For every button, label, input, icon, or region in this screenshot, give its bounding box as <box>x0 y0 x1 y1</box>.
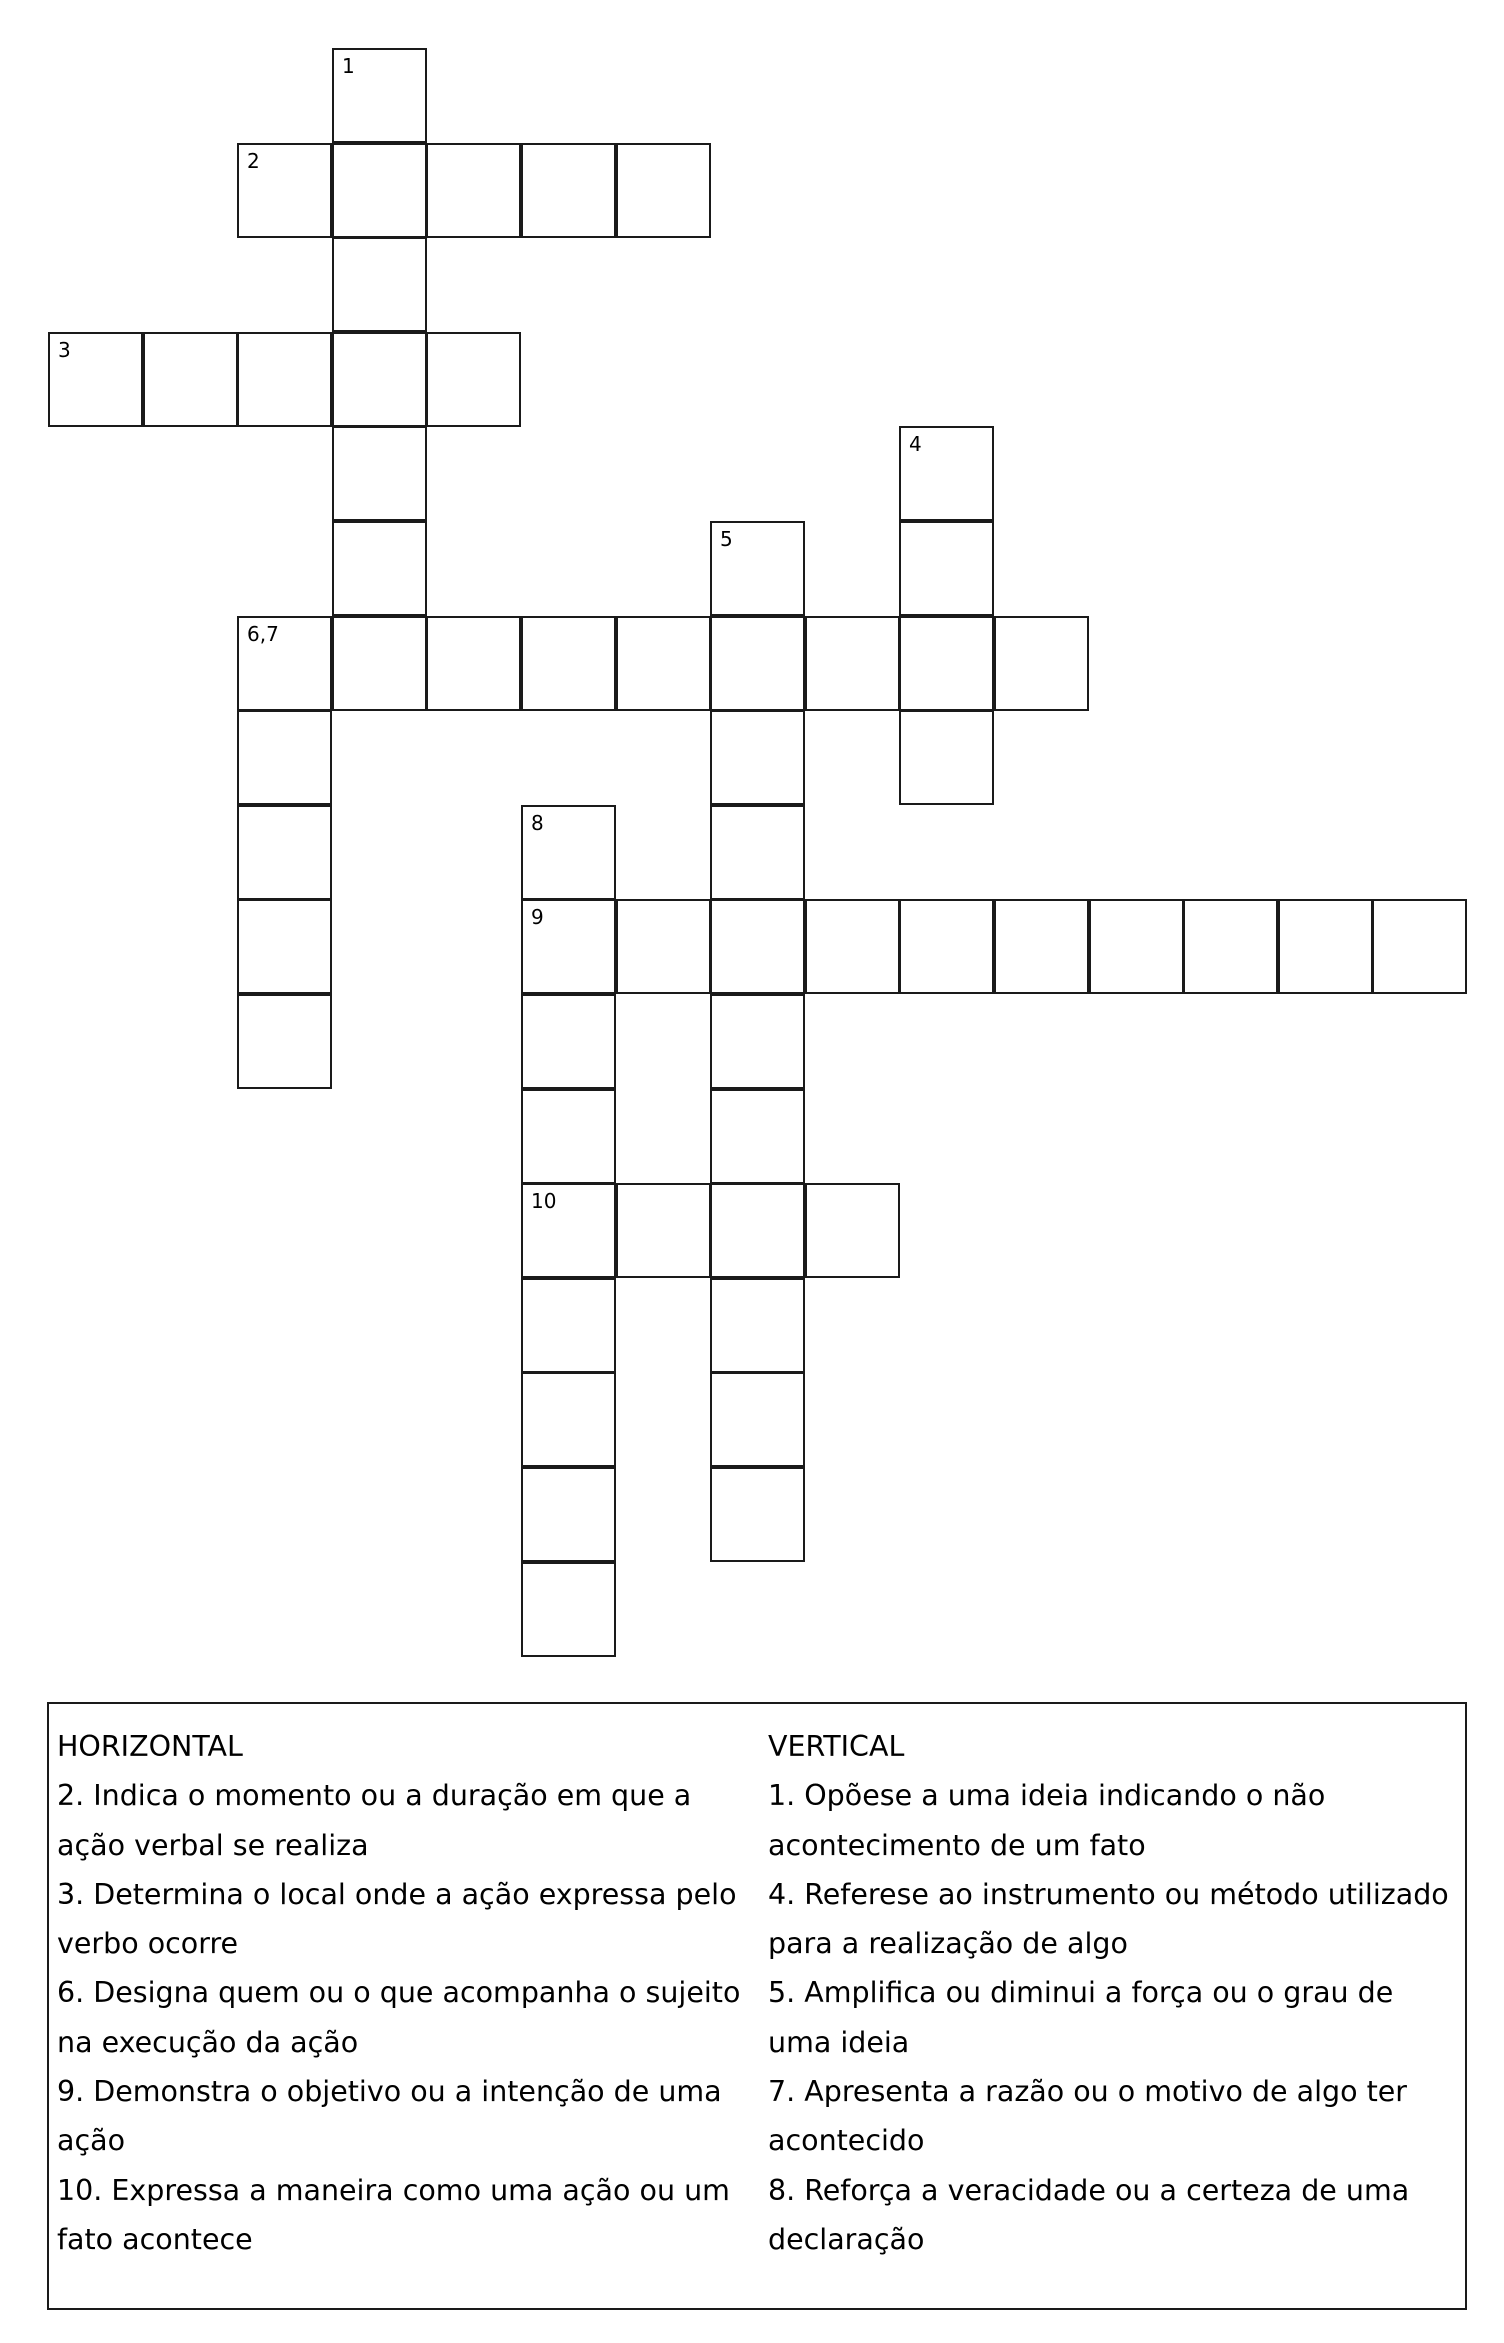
grid-cell[interactable] <box>521 1278 616 1373</box>
grid-cell[interactable] <box>237 332 332 427</box>
grid-cell[interactable] <box>994 899 1089 994</box>
grid-cell[interactable] <box>899 616 994 711</box>
grid-cell[interactable] <box>332 521 427 616</box>
clue-horizontal-6: 6. Designa quem ou o que acompanha o sujeito na execução da ação <box>57 1976 741 2059</box>
grid-cell[interactable] <box>710 1372 805 1467</box>
grid-cell[interactable] <box>899 521 994 616</box>
clue-number: 3 <box>58 338 71 362</box>
clue-horizontal-2: 2. Indica o momento ou a duração em que a ação verbal se realiza <box>57 1779 692 1862</box>
grid-cell[interactable] <box>805 1183 900 1278</box>
grid-cell[interactable] <box>994 616 1089 711</box>
grid-cell[interactable] <box>1183 899 1278 994</box>
grid-cell[interactable] <box>710 710 805 805</box>
grid-cell[interactable] <box>521 805 616 900</box>
grid-cell[interactable] <box>332 332 427 427</box>
grid-cell[interactable] <box>1089 899 1184 994</box>
grid-cell[interactable] <box>48 332 143 427</box>
grid-cell[interactable] <box>1278 899 1373 994</box>
grid-cell[interactable] <box>710 616 805 711</box>
grid-cell[interactable] <box>899 899 994 994</box>
clue-number: 2 <box>247 149 260 173</box>
grid-cell[interactable] <box>521 1372 616 1467</box>
grid-cell[interactable] <box>616 899 711 994</box>
clue-number: 9 <box>531 905 544 929</box>
grid-cell[interactable] <box>521 1467 616 1562</box>
clue-number: 1 <box>342 54 355 78</box>
grid-cell[interactable] <box>237 805 332 900</box>
grid-cell[interactable] <box>710 521 805 616</box>
grid-cell[interactable] <box>710 805 805 900</box>
clue-vertical-8: 8. Reforça a veracidade ou a certeza de uma declaração <box>768 2173 1410 2256</box>
grid-cell[interactable] <box>332 426 427 521</box>
clue-number: 8 <box>531 811 544 835</box>
vertical-heading: VERTICAL <box>768 1730 905 1763</box>
grid-cell[interactable] <box>521 143 616 238</box>
grid-cell[interactable] <box>237 994 332 1089</box>
grid-cell[interactable] <box>521 1089 616 1184</box>
clue-vertical-5: 5. Amplifica ou diminui a força ou o grau de uma ideia <box>768 1976 1394 2059</box>
grid-cell[interactable] <box>332 48 427 143</box>
clue-vertical-4: 4. Referese ao instrumento ou método utilizado para a realização de algo <box>768 1877 1449 1961</box>
horizontal-clues <box>57 1722 757 2264</box>
grid-cell[interactable] <box>237 616 332 711</box>
grid-cell[interactable] <box>616 616 711 711</box>
grid-cell[interactable] <box>710 1467 805 1562</box>
vertical-clues <box>768 1722 1458 2264</box>
grid-cell[interactable] <box>143 332 238 427</box>
grid-cell[interactable] <box>332 616 427 711</box>
grid-cell[interactable] <box>1372 899 1467 994</box>
grid-cell[interactable] <box>426 332 521 427</box>
grid-cell[interactable] <box>899 710 994 805</box>
grid-cell[interactable] <box>237 710 332 805</box>
grid-cell[interactable] <box>237 899 332 994</box>
clue-horizontal-9: 9. Demonstra o objetivo ou a intenção de uma ação <box>57 2075 722 2158</box>
grid-cell[interactable] <box>710 1278 805 1373</box>
grid-cell[interactable] <box>521 899 616 994</box>
grid-cell[interactable] <box>237 143 332 238</box>
grid-cell[interactable] <box>899 426 994 521</box>
grid-cell[interactable] <box>710 994 805 1089</box>
grid-cell[interactable] <box>521 616 616 711</box>
clue-number: 4 <box>909 432 922 456</box>
grid-cell[interactable] <box>332 143 427 238</box>
grid-cell[interactable] <box>710 899 805 994</box>
clue-horizontal-3: 3. Determina o local onde a ação expressa pelo verbo ocorre <box>57 1877 737 1961</box>
grid-cell[interactable] <box>616 1183 711 1278</box>
grid-cell[interactable] <box>426 143 521 238</box>
grid-cell[interactable] <box>805 899 900 994</box>
clue-vertical-7: 7. Apresenta a razão ou o motivo de algo ter acontecido <box>768 2075 1408 2158</box>
grid-cell[interactable] <box>710 1183 805 1278</box>
clue-number: 6,7 <box>247 622 279 646</box>
clue-horizontal-10: 10. Expressa a maneira como uma ação ou um fato acontece <box>57 2173 730 2256</box>
grid-cell[interactable] <box>332 237 427 332</box>
grid-cell[interactable] <box>710 1089 805 1184</box>
clue-number: 10 <box>531 1189 557 1213</box>
grid-cell[interactable] <box>426 616 521 711</box>
horizontal-heading: HORIZONTAL <box>57 1730 243 1763</box>
clues-box <box>47 1702 1467 2310</box>
grid-cell[interactable] <box>616 143 711 238</box>
grid-cell[interactable] <box>521 994 616 1089</box>
clue-number: 5 <box>720 527 733 551</box>
clue-vertical-1: 1. Opõese a uma ideia indicando o não acontecimento de um fato <box>768 1779 1326 1862</box>
grid-cell[interactable] <box>521 1183 616 1278</box>
grid-cell[interactable] <box>805 616 900 711</box>
grid-cell[interactable] <box>521 1562 616 1657</box>
